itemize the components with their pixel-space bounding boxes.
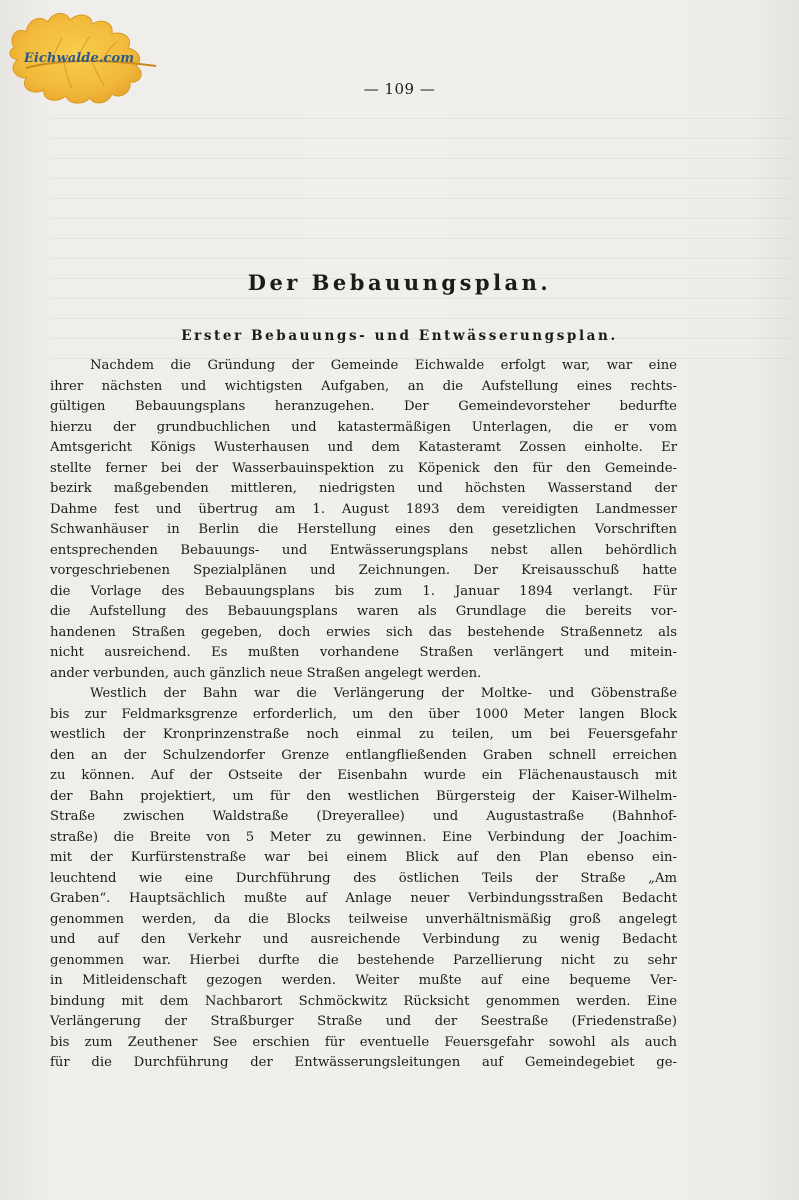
- text-line: Dahme fest und übertrug am 1. August 1893 dem vereidigten Landmesser: [50, 501, 677, 517]
- text-line: nicht ausreichend. Es mußten vorhandene Straßen verlängert und mitein-: [50, 645, 677, 660]
- page-number: — 109 —: [363, 80, 436, 98]
- text-line: Verlängerung der Straßburger Straße und der Seestraße (Friedenstraße): [50, 1014, 677, 1029]
- text-line: für die Durchführung der Entwässerungsleitungen auf Gemeindegebiet ge-: [50, 1055, 677, 1070]
- text-line: vorgeschriebenen Spezialplänen und Zeichnungen. Der Kreisausschuß hatte: [50, 563, 677, 578]
- text-line: bis zum Zeuthener See erschien für eventuelle Feuersgefahr sowohl als auch: [50, 1034, 677, 1050]
- text-line: der Bahn projektiert, um für den westlichen Bürgersteig der Kaiser-Wilhelm-: [50, 788, 677, 804]
- paragraph: [50, 356, 677, 684]
- text-line: handenen Straßen gegeben, doch erwies sich das bestehende Straßennetz als: [50, 624, 677, 640]
- text-line: in Mitleidenschaft gezogen werden. Weiter mußte auf eine bequeme Ver-: [50, 973, 677, 988]
- text-line: Westlich der Bahn war die Verlängerung der Moltke- und Göbenstraße: [90, 686, 677, 701]
- text-line: ander verbunden, auch gänzlich neue Straßen angelegt werden.: [50, 665, 482, 681]
- text-line: stellte ferner bei der Wasserbauinspektion zu Köpenick den für den Gemeinde-: [50, 460, 677, 476]
- text-line: Graben“. Hauptsächlich mußte auf Anlage neuer Verbindungsstraßen Bedacht: [50, 891, 677, 906]
- text-line: gültigen Bebauungsplans heranzugehen. Der Gemeindevorsteher bedurfte: [50, 399, 677, 414]
- text-line: und auf den Verkehr und ausreichende Verbindung zu wenig Bedacht: [50, 932, 677, 947]
- text-line: hierzu der grundbuchlichen und katastermäßigen Unterlagen, die er vom: [50, 419, 677, 435]
- text-line: zu können. Auf der Ostseite der Eisenbahn wurde ein Flächenaustausch mit: [50, 768, 677, 783]
- text-line: bis zur Feldmarksgrenze erforderlich, um den über 1000 Meter langen Block: [50, 706, 677, 722]
- text-line: Straße zwischen Waldstraße (Dreyerallee) und Augustastraße (Bahnhof-: [50, 809, 677, 824]
- text-line: ihrer nächsten und wichtigsten Aufgaben, an die Aufstellung eines rechts-: [50, 378, 677, 394]
- text-line: straße) die Breite von 5 Meter zu gewinnen. Eine Verbindung der Joachim-: [50, 829, 677, 845]
- text-line: mit der Kurfürstenstraße war bei einem Blick auf den Plan ebenso ein-: [50, 850, 677, 865]
- text-line: Nachdem die Gründung der Gemeinde Eichwalde erfolgt war, war eine: [90, 358, 677, 373]
- text-line: Amtsgericht Königs Wusterhausen und dem Katasteramt Zossen einholte. Er: [50, 440, 677, 455]
- text-line: die Aufstellung des Bebauungsplans waren als Grundlage die bereits vor-: [50, 604, 677, 619]
- text-line: den an der Schulzendorfer Grenze entlangfließenden Graben schnell erreichen: [50, 747, 677, 763]
- page-title: Der Bebauungsplan.: [247, 270, 552, 295]
- section-subtitle: Erster Bebauungs- und Entwässerungsplan.: [181, 328, 618, 344]
- text-line: genommen war. Hierbei durfte die bestehende Parzellierung nicht zu sehr: [50, 952, 677, 968]
- text-line: leuchtend wie eine Durchführung des östlichen Teils der Straße „Am: [50, 870, 677, 886]
- text-line: Schwanhäuser in Berlin die Herstellung eines den gesetzlichen Vorschriften: [50, 522, 677, 537]
- body-text: [50, 356, 677, 1074]
- text-line: entsprechenden Bebauungs- und Entwässerungsplans nebst allen behördlich: [50, 542, 677, 558]
- text-line: bindung mit dem Nachbarort Schmöckwitz Rücksicht genommen werden. Eine: [50, 993, 677, 1009]
- text-line: die Vorlage des Bebauungsplans bis zum 1. Januar 1894 verlangt. Für: [50, 583, 677, 599]
- text-line: westlich der Kronprinzenstraße noch einmal zu teilen, um bei Feuersgefahr: [50, 727, 677, 742]
- logo-text[interactable]: Eichwalde.com: [23, 51, 135, 66]
- text-line: bezirk maßgebenden mittleren, niedrigsten und höchsten Wasserstand der: [50, 481, 677, 496]
- paragraph: [50, 684, 677, 1074]
- text-line: genommen werden, da die Blocks teilweise unverhältnismäßig groß angelegt: [50, 911, 677, 927]
